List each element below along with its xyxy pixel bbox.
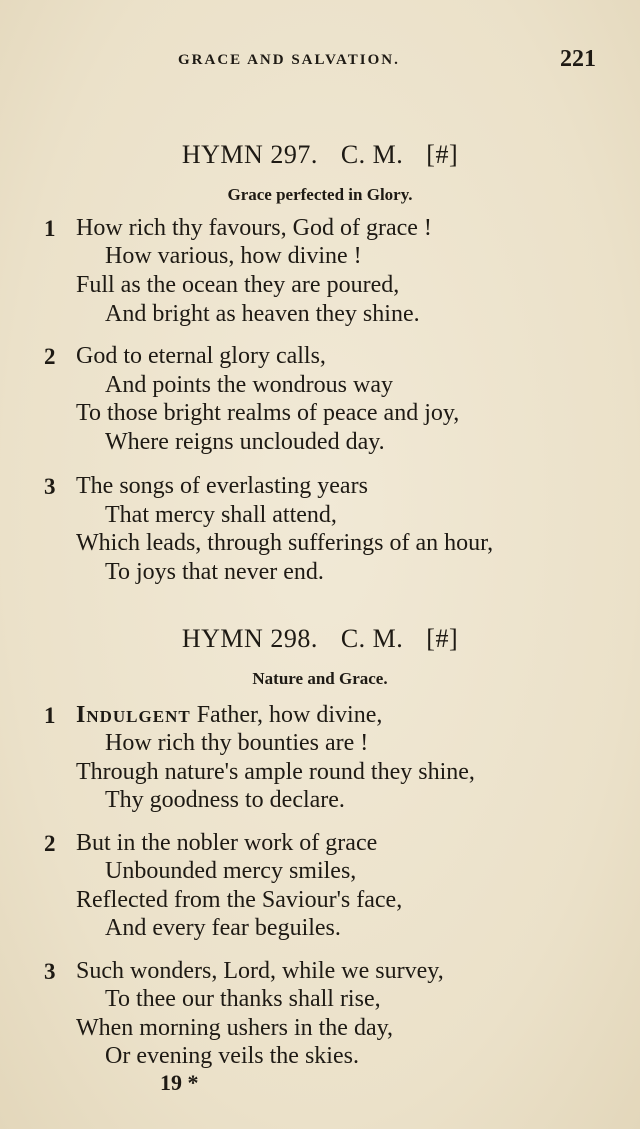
verse-line: To those bright realms of peace and joy, [76, 400, 460, 426]
verse-line-text: Father, how divine, [196, 702, 383, 728]
hymn-number: HYMN 297. [181, 140, 318, 169]
verse-line: Which leads, through sufferings of an hour, [76, 530, 494, 556]
running-title: GRACE AND SALVATION. [178, 52, 400, 68]
hymn-298-heading [0, 624, 640, 654]
verse-line: And bright as heaven they shine. [105, 301, 420, 327]
stanza-number: 2 [44, 344, 56, 369]
verse-line: And every fear beguiles. [105, 915, 341, 941]
verse-line: Full as the ocean they are poured, [76, 272, 400, 298]
hymn-297-subtitle: Grace perfected in Glory. [227, 185, 413, 204]
hymn-298-subtitle: Nature and Grace. [252, 669, 388, 688]
verse-line: To joys that never end. [105, 559, 324, 585]
stanza-number: 3 [44, 959, 56, 984]
verse-line: Such wonders, Lord, while we survey, [76, 958, 444, 984]
hymn-mark: [#] [426, 624, 459, 653]
verse-line: Or evening veils the skies. [105, 1043, 359, 1069]
verse-line: That mercy shall attend, [105, 502, 337, 528]
verse-line: Thy goodness to declare. [105, 787, 345, 813]
verse-line: How rich thy bounties are ! [105, 730, 369, 756]
verse-line: To thee our thanks shall rise, [105, 986, 381, 1012]
hymn-meter: C. M. [340, 140, 404, 169]
initial-word: Indulgent [76, 702, 191, 728]
hymn-297-heading [0, 140, 640, 170]
verse-line: How rich thy favours, God of grace ! [76, 215, 432, 241]
hymn-mark: [#] [426, 140, 459, 169]
page-number: 221 [560, 46, 596, 72]
verse-line: Where reigns unclouded day. [105, 429, 385, 455]
verse-line: How various, how divine ! [105, 243, 362, 269]
running-head [0, 46, 640, 76]
verse-line: But in the nobler work of grace [76, 830, 378, 856]
verse-line: And points the wondrous way [105, 372, 393, 398]
signature-mark: 19 * [160, 1070, 199, 1095]
verse-line [76, 701, 382, 729]
stanza-number: 2 [44, 831, 56, 856]
verse-line: The songs of everlasting years [76, 473, 368, 499]
verse-line: God to eternal glory calls, [76, 343, 326, 369]
hymn-number: HYMN 298. [181, 624, 318, 653]
verse-line: When morning ushers in the day, [76, 1015, 394, 1041]
stanza-number: 1 [44, 703, 56, 728]
stanza-number: 1 [44, 216, 56, 241]
verse-line: Reflected from the Saviour's face, [76, 887, 403, 913]
verse-line: Unbounded mercy smiles, [105, 858, 357, 884]
hymn-meter: C. M. [340, 624, 404, 653]
verse-line: Through nature's ample round they shine, [76, 759, 475, 785]
stanza-number: 3 [44, 474, 56, 499]
